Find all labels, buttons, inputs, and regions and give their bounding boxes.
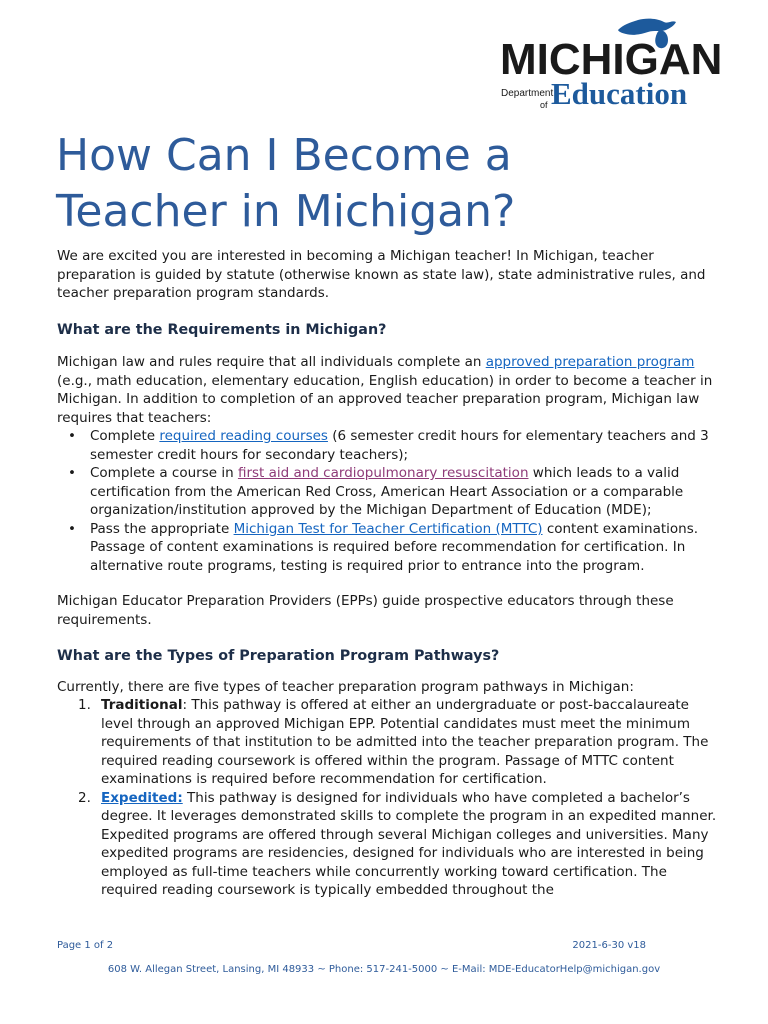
intro-paragraph: We are excited you are interested in becoming a Michigan teacher! In Michigan, teacher preparation is guided by statute (otherwise known as state law), state administrative rules, and teacher preparation program standards. <box>57 248 706 301</box>
expedited-link[interactable]: Expedited: <box>101 789 183 806</box>
list-item: 2. Expedited: This pathway is designed for individuals who have completed a bachelor’s degree. It leverages demonstrated skills to complete the program in an expedited manner. Expedited programs are offered through several Michigan colleges and universities. Many expedited programs are residencies, designed for individuals who are interested in being employed as full-time teachers while concurrently working toward certification. The required reading coursework is typically embedded throughout the <box>78 789 717 898</box>
mttc-link[interactable]: Michigan Test for Teacher Certification (MTTC) <box>233 520 543 537</box>
requirements-paragraph <box>57 353 719 427</box>
list-item: 1. Traditional: This pathway is offered at either an undergraduate or post-baccalaureate level through an approved Michigan EPP. Potential candidates must meet the minimum requirements of that institution to be admitted into the teacher preparation program. The required reading coursework is offered within the program. Passage of MTTC content examinations is required before recommendation for certification. <box>78 697 709 787</box>
mde-logo <box>500 14 723 111</box>
bullet-icon: • <box>68 465 76 481</box>
reading-courses-link[interactable]: required reading courses <box>159 428 328 444</box>
list-item: • Complete a course in first aid and cardiopulmonary resuscitation which leads to a valid certification from the American Red Cross, American Heart Association or a comparable organization/institution approved by the Michigan Department of Education (MDE); <box>68 465 684 518</box>
requirements-text-after: (e.g., math education, elementary education, English education) in order to become a teacher in Michigan. In addition to completion of an approved teacher preparation program, Michigan law requires that teachers: <box>57 372 713 426</box>
list-item: • Complete required reading courses (6 semester credit hours for elementary teachers and 3 semester credit hours for secondary teachers); <box>68 428 709 463</box>
footer-address: 608 W. Allegan Street, Lansing, MI 48933 ~ Phone: 517-241-5000 ~ E-Mail: MDE-EducatorHelp@michigan.gov <box>107 964 661 975</box>
requirements-text-before: Michigan law and rules require that all individuals complete an <box>57 354 486 370</box>
traditional-label: Traditional <box>101 697 183 713</box>
logo-education-text: Education <box>551 76 688 111</box>
bullet-icon: • <box>68 428 76 444</box>
requirements-heading: What are the Requirements in Michigan? <box>57 321 387 338</box>
requirements-list <box>57 427 719 575</box>
logo-of-text: of <box>540 100 548 110</box>
page-title: How Can I Become a Teacher in Michigan? <box>56 130 516 237</box>
first-aid-cpr-link[interactable]: first aid and cardiopulmonary resuscitation <box>237 465 529 481</box>
pathways-heading: What are the Types of Preparation Program Pathways? <box>57 648 500 664</box>
approved-program-link[interactable]: approved preparation program <box>485 354 695 370</box>
bullet-icon: • <box>68 520 76 537</box>
pathways-list <box>57 696 719 900</box>
logo-michigan-text: MICHIGAN <box>500 35 723 84</box>
document-version: 2021-6-30 v18 <box>572 940 646 951</box>
document-body <box>57 247 719 900</box>
page-number: Page 1 of 2 <box>57 940 114 951</box>
list-item: • Pass the appropriate Michigan Test for Teacher Certification (MTTC) content examinations. Passage of content examinations is required before recommendation for certification. In alternative route programs, testing is required prior to entrance into the program. <box>68 520 699 574</box>
epp-paragraph: Michigan Educator Preparation Providers (EPPs) guide prospective educators through these requirements. <box>57 593 674 628</box>
logo-department-text: Department <box>501 88 554 99</box>
pathways-intro: Currently, there are five types of teacher preparation program pathways in Michigan: <box>57 678 634 695</box>
